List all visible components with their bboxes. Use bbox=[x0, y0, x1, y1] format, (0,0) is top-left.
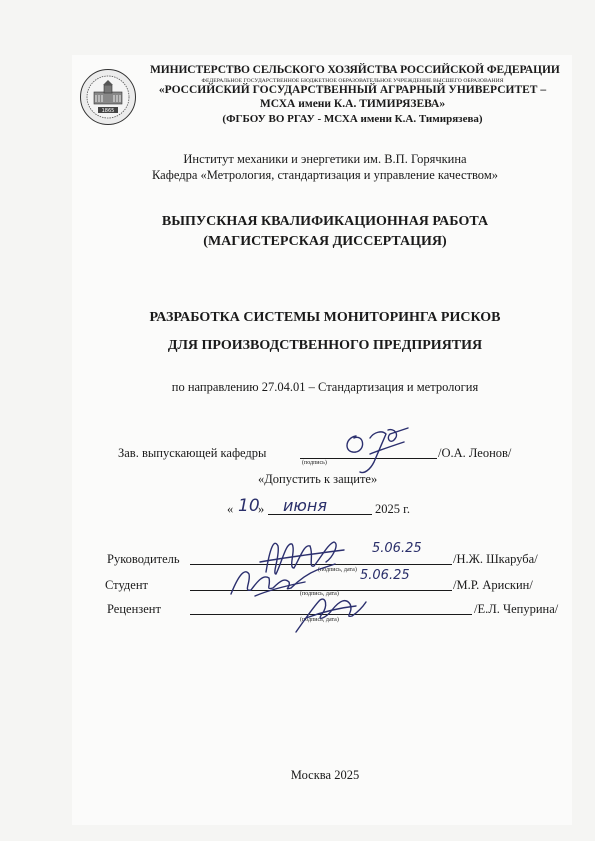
supervisor-name: /Н.Ж. Шкаруба/ bbox=[453, 552, 538, 566]
supervisor-hint: (подпись, дата) bbox=[318, 567, 357, 573]
university-name-line2: МСХА имени К.А. ТИМИРЯЗЕВА» bbox=[259, 98, 446, 110]
date-year: 2025 г. bbox=[375, 502, 410, 516]
thesis-title-line2: ДЛЯ ПРОИЗВОДСТВЕННОГО ПРЕДПРИЯТИЯ bbox=[167, 338, 483, 353]
reviewer-name: /Е.Л. Чепурина/ bbox=[474, 602, 559, 616]
institution-type: ФЕДЕРАЛЬНОЕ ГОСУДАРСТВЕННОЕ БЮДЖЕТНОЕ ОБРАЗОВАТЕЛЬНОЕ УЧРЕЖДЕНИЕ ВЫСШЕГО ОБРАЗОВАНИЯ bbox=[201, 78, 504, 84]
ministry-heading: МИНИСТЕРСТВО СЕЛЬСКОГО ХОЗЯЙСТВА РОССИЙСКОЙ ФЕДЕРАЦИИ bbox=[150, 64, 560, 76]
university-name-line1: «РОССИЙСКИЙ ГОСУДАРСТВЕННЫЙ АГРАРНЫЙ УНИВЕРСИТЕТ – bbox=[158, 84, 547, 96]
reviewer-hint: (подпись, дата) bbox=[300, 617, 339, 623]
date-close-quote: » bbox=[258, 502, 265, 516]
supervisor-role: Руководитель bbox=[107, 552, 180, 566]
student-role: Студент bbox=[105, 578, 148, 592]
student-name: /М.Р. Арискин/ bbox=[453, 578, 533, 592]
institute-name: Институт механики и энергетики им. В.П. Горячкина bbox=[183, 152, 467, 166]
supervisor-date: 5.06.25 bbox=[372, 541, 422, 556]
department-name: Кафедра «Метрология, стандартизация и управление качеством» bbox=[152, 168, 498, 182]
city-year: Москва 2025 bbox=[290, 768, 360, 782]
university-abbreviation: (ФГБОУ ВО РГАУ - МСХА имени К.А. Тимирязева) bbox=[222, 113, 483, 125]
work-type-line1: ВЫПУСКНАЯ КВАЛИФИКАЦИОННАЯ РАБОТА bbox=[161, 214, 489, 229]
student-date: 5.06.25 bbox=[360, 568, 410, 583]
student-hint: (подпись, дата) bbox=[300, 591, 339, 597]
date-month: июня bbox=[283, 496, 327, 515]
reviewer-signature bbox=[286, 588, 376, 638]
thesis-title-line1: РАЗРАБОТКА СИСТЕМЫ МОНИТОРИНГА РИСКОВ bbox=[149, 310, 501, 325]
head-name: /О.А. Леонов/ bbox=[438, 446, 512, 460]
date-day: 10 bbox=[238, 496, 260, 516]
admit-to-defense: «Допустить к защите» bbox=[258, 472, 378, 486]
head-label: Зав. выпускающей кафедры bbox=[118, 446, 267, 460]
work-type-line2: (МАГИСТЕРСКАЯ ДИССЕРТАЦИЯ) bbox=[203, 234, 447, 249]
date-open-quote: « bbox=[227, 502, 234, 516]
head-signature-hint: (подпись) bbox=[302, 460, 327, 466]
study-direction: по направлению 27.04.01 – Стандартизация и метрология bbox=[171, 380, 479, 394]
university-logo-icon bbox=[79, 68, 137, 126]
head-signature bbox=[330, 420, 440, 480]
reviewer-role: Рецензент bbox=[107, 602, 161, 616]
svg-text:1865: 1865 bbox=[101, 108, 115, 114]
